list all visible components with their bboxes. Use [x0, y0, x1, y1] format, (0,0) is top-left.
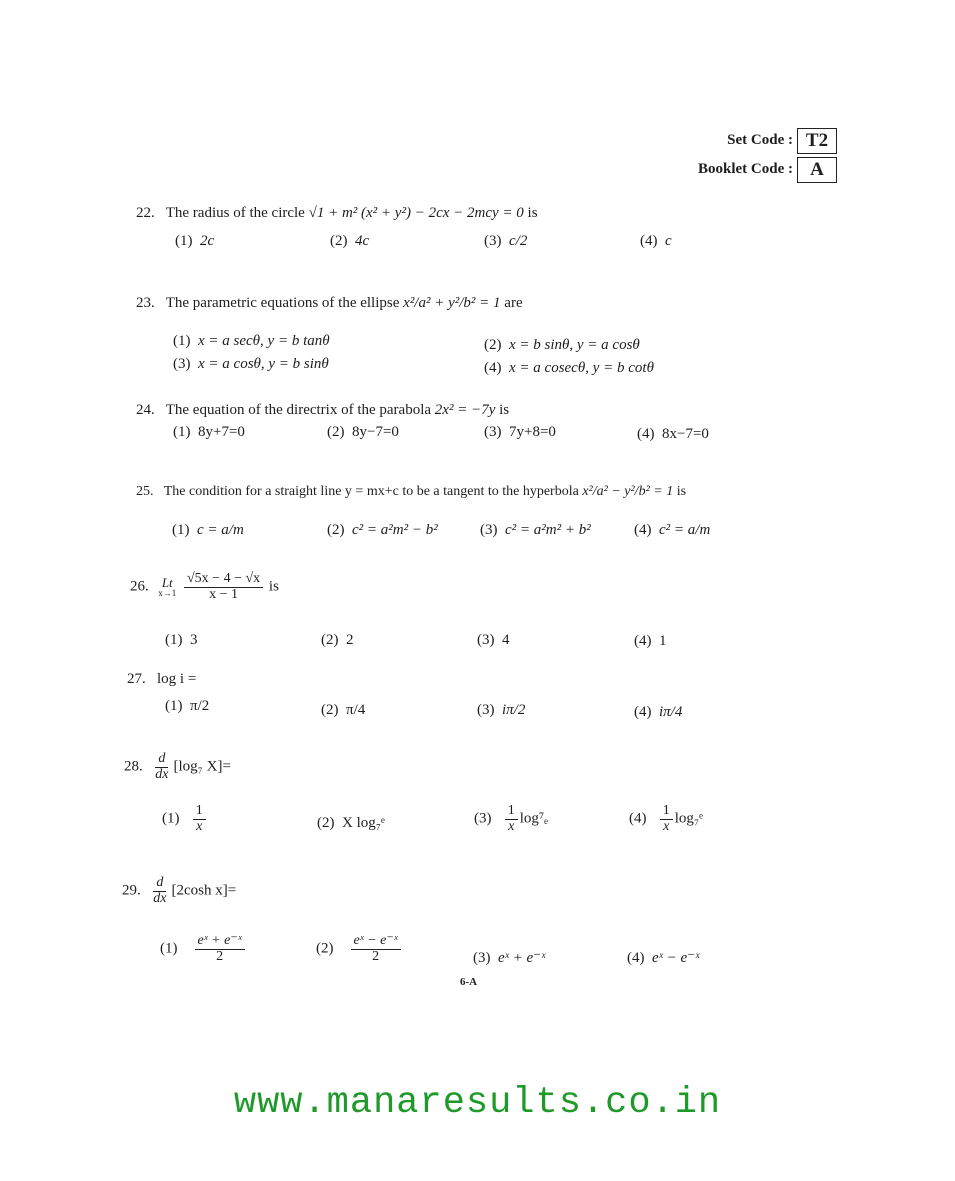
option-27-3[interactable]: (3) iπ/2: [477, 702, 526, 718]
set-code-row: [698, 126, 837, 155]
option-26-2[interactable]: (2) 2: [321, 632, 354, 648]
option-27-4[interactable]: (4) iπ/4: [634, 704, 683, 720]
option-26-4[interactable]: (4) 1: [634, 633, 667, 649]
question-number: 22.: [136, 205, 155, 221]
booklet-code-label: Booklet Code :: [698, 161, 793, 177]
set-code-label: Set Code :: [727, 132, 793, 148]
option-28-3[interactable]: (3) $\frac{1}{x}$ log⁷ₑ: [474, 803, 548, 834]
question-22: [136, 205, 538, 222]
option-25-2[interactable]: (2) c² = a²m² − b²: [327, 522, 438, 538]
question-number: 28.: [124, 758, 143, 775]
option-22-4[interactable]: (4) c: [640, 233, 672, 249]
option-29-3[interactable]: (3) eˣ + e⁻ˣ: [473, 950, 546, 966]
option-23-1[interactable]: (1) x = a secθ, y = b tanθ: [173, 333, 330, 349]
question-text: The equation of the directrix of the parabola: [165, 402, 432, 418]
option-28-1[interactable]: (1) $\frac{1}{x}$: [162, 804, 208, 834]
option-29-1[interactable]: (1) $\frac{\text{eˣ + e⁻ˣ}}{2}$: [160, 934, 247, 964]
question-number: 25.: [136, 484, 154, 499]
question-text: The radius of the circle: [165, 205, 305, 221]
option-24-3[interactable]: (3) 7y+8=0: [484, 424, 556, 440]
option-29-2[interactable]: (2) $\frac{\text{eˣ − e⁻ˣ}}{2}$: [316, 934, 403, 964]
question-number: 27.: [127, 671, 146, 687]
page-number: 6-A: [460, 976, 478, 988]
question-formula: [log₇ X]=: [173, 758, 231, 775]
question-26: [130, 572, 279, 602]
option-22-2[interactable]: (2) 4c: [330, 233, 370, 249]
question-24: [136, 402, 509, 419]
option-25-3[interactable]: (3) c² = a²m² + b²: [480, 522, 591, 538]
booklet-code-row: [698, 155, 837, 184]
derivative-operator: $\frac{d}{dx}$: [153, 875, 167, 906]
option-23-2[interactable]: (2) x = b sinθ, y = a cosθ: [484, 337, 640, 353]
option-26-1[interactable]: (1) 3: [165, 632, 198, 648]
question-formula: 2x² = −7y: [434, 402, 496, 418]
question-25: [136, 484, 686, 500]
option-25-4[interactable]: (4) c² = a/m: [634, 522, 711, 538]
question-formula: x²/a² + y²/b² = 1: [403, 295, 501, 311]
question-number: 26.: [130, 578, 149, 595]
exam-codes: [698, 126, 837, 184]
question-23: [136, 295, 523, 312]
option-27-2[interactable]: (2) π/4: [321, 702, 366, 718]
option-25-1[interactable]: (1) c = a/m: [172, 522, 244, 538]
option-29-4[interactable]: (4) eˣ − e⁻ˣ: [627, 950, 700, 966]
question-text-after: is: [676, 484, 687, 499]
option-24-2[interactable]: (2) 8y−7=0: [327, 424, 399, 440]
website-link[interactable]: www.manaresults.co.in: [233, 1082, 722, 1124]
limit-expression: $\frac{√5x - 4 - √x}{x - 1}$: [184, 572, 263, 602]
booklet-code-value: A: [797, 157, 837, 183]
option-23-4[interactable]: (4) x = a cosecθ, y = b cotθ: [484, 360, 654, 376]
question-formula: [2cosh x]=: [171, 882, 237, 899]
question-text-after: is: [268, 578, 279, 595]
question-formula: √1 + m² (x² + y²) − 2cx − 2mcy = 0: [308, 205, 524, 221]
question-text-after: is: [499, 402, 510, 418]
question-28: [124, 752, 231, 782]
option-23-3[interactable]: (3) x = a cosθ, y = b sinθ: [173, 356, 329, 372]
question-text: The condition for a straight line y = mx+c to be a tangent to the hyperbola: [163, 484, 579, 499]
option-24-4[interactable]: (4) 8x−7=0: [637, 426, 709, 442]
option-26-3[interactable]: (3) 4: [477, 632, 510, 648]
question-number: 24.: [136, 402, 155, 418]
question-27: [127, 671, 196, 688]
question-formula: x²/a² − y²/b² = 1: [582, 484, 674, 499]
option-28-4[interactable]: (4) $\frac{1}{x}$ log₇ᵉ: [629, 803, 703, 834]
question-29: [122, 876, 236, 906]
question-formula: log i =: [157, 671, 197, 687]
option-27-1[interactable]: (1) π/2: [165, 698, 210, 714]
option-22-1[interactable]: (1) 2c: [175, 233, 215, 249]
limit-operator: Lt x→1: [158, 574, 177, 599]
question-text-after: is: [527, 205, 538, 221]
option-22-3[interactable]: (3) c/2: [484, 233, 528, 249]
question-number: 23.: [136, 295, 155, 311]
question-text: The parametric equations of the ellipse: [165, 295, 400, 311]
derivative-operator: $\frac{d}{dx}$: [155, 751, 169, 782]
option-28-2[interactable]: (2) X log₇ᵉ: [317, 815, 385, 831]
option-24-1[interactable]: (1) 8y+7=0: [173, 424, 245, 440]
set-code-value: T2: [797, 128, 837, 154]
question-text-after: are: [504, 295, 523, 311]
question-number: 29.: [122, 882, 141, 899]
